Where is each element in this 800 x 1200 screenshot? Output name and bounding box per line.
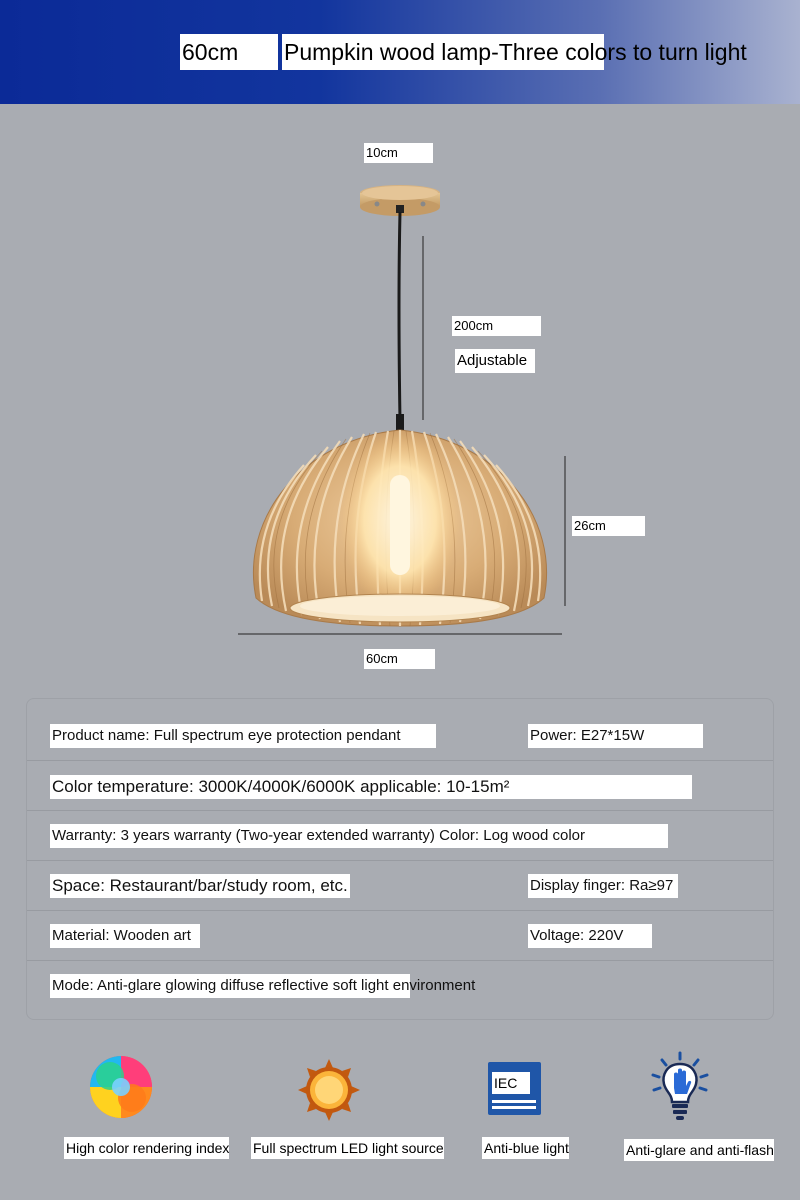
spec-row bbox=[27, 711, 773, 761]
lamp-illustration bbox=[0, 104, 800, 694]
power-cord bbox=[399, 212, 400, 420]
spec-mode: Mode: Anti-glare glowing diffuse reflective soft light environment bbox=[50, 974, 410, 998]
ceiling-canopy bbox=[360, 185, 440, 216]
banner-size-label: 60cm bbox=[180, 34, 278, 70]
spec-power: Power: E27*15W bbox=[528, 724, 703, 748]
pumpkin-shade bbox=[253, 430, 546, 626]
canopy-width-label: 10cm bbox=[364, 143, 433, 163]
cord-length-label: 200cm bbox=[452, 316, 541, 336]
spec-material: Material: Wooden art bbox=[50, 924, 200, 948]
feature-label: Full spectrum LED light source bbox=[251, 1137, 444, 1159]
bulb bbox=[390, 475, 410, 575]
spec-row bbox=[27, 761, 773, 811]
feature-label: High color rendering index bbox=[64, 1137, 229, 1159]
spec-color-temperature: Color temperature: 3000K/4000K/6000K applicable: 10-15m² bbox=[50, 775, 692, 799]
iec-certificate-icon bbox=[488, 1062, 541, 1115]
feature-item bbox=[482, 1040, 592, 1180]
spec-row bbox=[27, 911, 773, 961]
cord-adjustable-label: Adjustable bbox=[455, 349, 535, 373]
spec-row bbox=[27, 861, 773, 911]
feature-list bbox=[0, 1040, 800, 1180]
banner-title-text: Pumpkin wood lamp-Three colors to turn light bbox=[284, 39, 747, 65]
feature-label: Anti-blue light bbox=[482, 1137, 569, 1159]
lamp-diagram bbox=[0, 104, 800, 694]
spec-row bbox=[27, 961, 773, 1011]
spec-row bbox=[27, 811, 773, 861]
feature-item bbox=[251, 1040, 451, 1180]
banner-title bbox=[282, 34, 747, 70]
spec-display-finger: Display finger: Ra≥97 bbox=[528, 874, 678, 898]
shade-height-label: 26cm bbox=[572, 516, 645, 536]
color-wheel-icon bbox=[88, 1054, 154, 1120]
spec-product-name: Product name: Full spectrum eye protection pendant bbox=[50, 724, 436, 748]
title-banner bbox=[0, 0, 800, 104]
spec-space: Space: Restaurant/bar/study room, etc. bbox=[50, 874, 350, 898]
feature-item bbox=[624, 1040, 800, 1180]
shade-width-label: 60cm bbox=[364, 649, 435, 669]
sun-icon bbox=[297, 1058, 361, 1122]
hand-bulb-icon bbox=[648, 1050, 712, 1122]
spec-table bbox=[26, 698, 774, 1020]
spec-voltage: Voltage: 220V bbox=[528, 924, 652, 948]
iec-text: IEC bbox=[492, 1072, 530, 1094]
feature-label: Anti-glare and anti-flash bbox=[624, 1139, 774, 1161]
spec-warranty-color: Warranty: 3 years warranty (Two-year extended warranty) Color: Log wood color bbox=[50, 824, 668, 848]
feature-item bbox=[64, 1040, 244, 1180]
